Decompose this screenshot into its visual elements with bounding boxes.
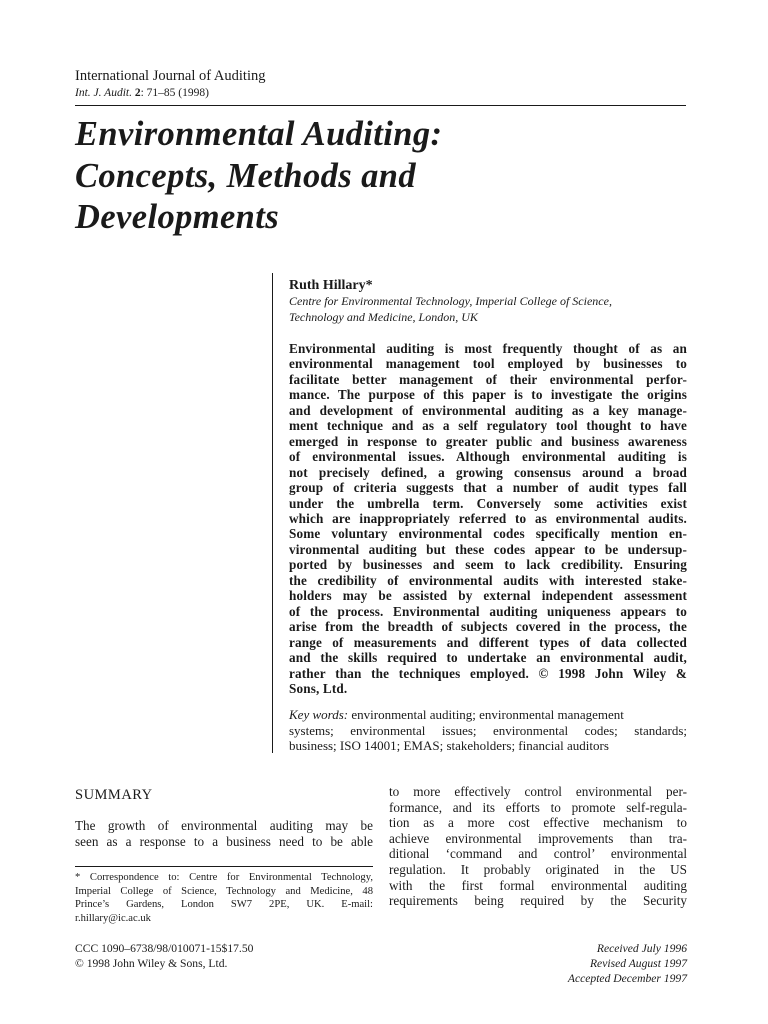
abstract-line: Sons, Ltd. [289,680,348,696]
revised-date: Revised August 1997 [589,957,687,970]
abstract-line: which are inappropriately referred to as environmental audits. [289,510,687,526]
abstract-line: rather than the techniques employed. © 1998 John Wiley & [289,665,687,681]
right-column-text [389,784,687,909]
body-line: achieve environmental improvements than tra- [389,830,687,846]
keywords-line [289,707,687,723]
abstract-side-rule [272,273,273,753]
abstract-line: range of measurements and different types of data collected [289,634,687,650]
abstract-line: the credibility of environmental audits with interested stake- [289,572,687,588]
footnote-line: Prince’s Gardens, London SW7 2PE, UK. E-mail: [75,899,373,910]
footnote-line: Imperial College of Science, Technology and Medicine, 48 [75,885,373,897]
article-history [568,941,687,986]
body-line: requirements being required by the Security [389,893,687,909]
copyright-line: © 1998 John Wiley & Sons, Ltd. [75,957,228,970]
left-column-text [75,818,373,849]
affiliation-line: Centre for Environmental Technology, Imperial College of Science, [289,294,612,308]
header-divider [75,105,686,106]
affiliation-line: Technology and Medicine, London, UK [289,310,478,324]
abstract-line: group of criteria suggests that a number of audit types fall [289,480,687,496]
copyright-info [75,941,253,971]
author-affiliation [289,293,612,325]
summary-heading: SUMMARY [75,787,153,803]
abstract-line: and the skills required to undertake an environmental audit, [289,650,687,666]
abstract-line: Some voluntary environmental codes specifically mention en- [289,526,687,542]
abstract-line: emerged in response to greater public and business awareness [289,433,687,449]
received-date: Received July 1996 [596,942,687,955]
keywords-text: environmental auditing; environmental management [351,707,624,722]
abstract-line: ment technique and as a self regulatory tool thought to have [289,418,687,434]
body-line: The growth of environmental auditing may be [75,818,373,833]
keywords-line: systems; environmental issues; environmental codes; standards; [289,722,687,738]
abstract-line: of environmental issues. Although environmental auditing is [289,449,687,465]
body-line: ditional ‘command and control’ environmental [389,846,687,862]
footnote-divider [75,866,373,867]
abstract-line: ported by businesses and seem to lack credibility. Ensuring [289,557,687,573]
abstract-line: arise from the breadth of subjects covered in the process, the [289,619,687,635]
article-title [75,114,686,239]
author-name: Ruth Hillary* [289,278,373,293]
footnote-line: * Correspondence to: Centre for Environmental Technology, [75,872,373,883]
accepted-date: Accepted December 1997 [567,972,687,985]
abstract-line: Environmental auditing is most frequently thought of as an [289,341,687,356]
body-line: formance, and its efforts to promote self-regula- [389,799,687,815]
journal-abbreviation: Int. J. Audit. [75,87,132,99]
journal-name: International Journal of Auditing [75,68,266,84]
body-line: with the first formal environmental auditing [389,877,687,893]
keywords [289,707,687,754]
journal-pages: : 71–85 (1998) [140,87,209,99]
abstract-line: not precisely defined, a growing consensus around a broad [289,464,687,480]
correspondence-footnote [75,871,373,925]
abstract-line: holders may be assisted by external independent assessment [289,588,687,604]
keywords-line: business; ISO 14001; EMAS; stakeholders; financial auditors [289,738,609,753]
keywords-label: Key words: [289,707,349,722]
abstract-line: mance. The purpose of this paper is to investigate the origins [289,387,687,403]
title-line: Developments [75,198,280,236]
abstract-line: under the umbrella term. Conversely some activities exist [289,495,687,511]
ccc-code: CCC 1090–6738/98/010071-15$17.50 [75,942,254,955]
body-line: regulation. It probably originated in the US [389,861,687,877]
journal-volume: 2 [134,87,141,99]
body-line: seen as a response to a business need to be able [75,833,373,849]
title-line: Environmental Auditing: [75,115,443,153]
journal-citation [75,86,209,100]
body-line: to more effectively control environmental per- [389,784,687,799]
abstract-line: facilitate better management of their environmental perfor- [289,371,687,387]
abstract-line: vironmental auditing but these codes appear to be undersup- [289,541,687,557]
abstract-line: and development of environmental auditing as a key manage- [289,402,687,418]
body-line: tion as a more cost effective mechanism to [389,815,687,831]
abstract [289,341,687,696]
title-line: Concepts, Methods and [75,156,416,195]
abstract-line: of the process. Environmental auditing uniqueness appears to [289,603,687,619]
abstract-line: environmental management tool employed by businesses to [289,356,687,372]
footnote-email: r.hillary@ic.ac.uk [75,912,151,924]
